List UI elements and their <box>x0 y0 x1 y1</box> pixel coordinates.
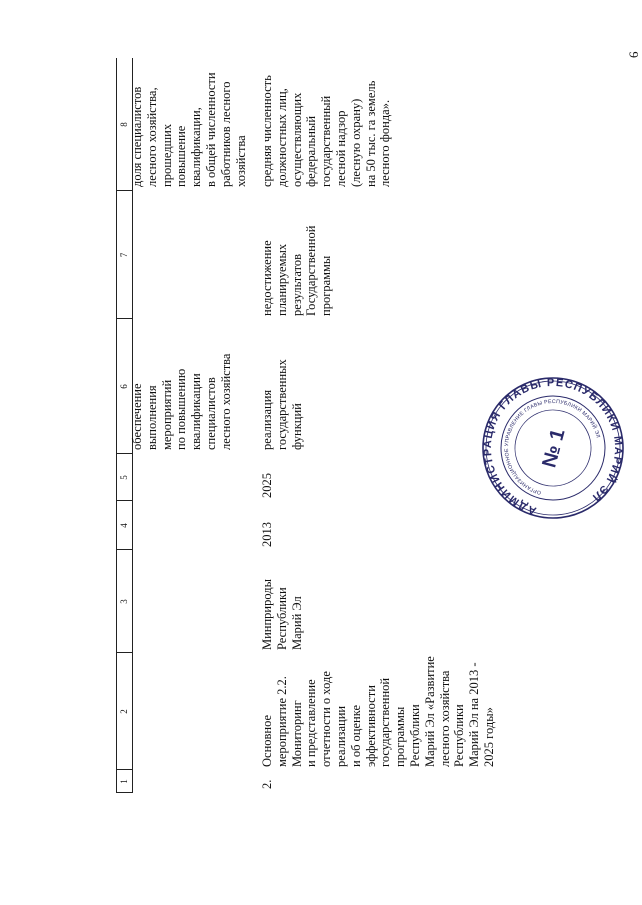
seal-ring-text: АДМИНИСТРАЦИЯ ГЛАВЫ РЕСПУБЛИКИ МАРИЙ ЭЛ <box>481 376 625 517</box>
row1-measures-cell: обеспечение выполнения мероприятий по повышению квалификации специалистов лесного хозяйства <box>130 353 233 450</box>
row2-indicator-cell: средняя численность должностных лиц, осуществляющих федеральный государственный лесной надзор (лесную охрану) на 50 тыс. га земель лесного фонда». <box>260 75 393 187</box>
seal-number: № 1 <box>538 426 570 470</box>
row2-end-year-cell: 2025 <box>260 473 274 498</box>
row2-executor-cell: Минприроды Республики Марий Эл <box>260 578 304 650</box>
official-seal-stamp <box>480 375 626 521</box>
column-number: 5 <box>119 475 129 480</box>
column-number: 3 <box>119 599 129 604</box>
column-number: 4 <box>119 523 129 528</box>
row2-consequence-cell: недостижение планируемых результатов Государственной программы <box>260 225 334 316</box>
column-number: 7 <box>119 252 129 258</box>
column-number: 2 <box>119 709 129 714</box>
row2-result-cell: реализация государственных функций <box>260 359 304 450</box>
row1-indicator-cell: доля специалистов лесного хозяйства, прошедших повышение квалификации, в общей численности работников лесного хозяйства <box>130 72 248 187</box>
column-number: 6 <box>119 384 129 389</box>
page-number: 6 <box>626 51 641 58</box>
column-number: 1 <box>119 779 129 784</box>
row2-number-cell: 2. <box>260 779 274 789</box>
row2-start-year-cell: 2013 <box>260 522 274 547</box>
row2-activity-cell: Основное мероприятие 2.2. Мониторинг и представление отчетности о ходе реализации и об оценке эффективности государственной программы Республики Марий Эл «Развитие лесного хозяйства Республики Марий Эл на 2013 - 2025 годы» <box>260 656 496 767</box>
column-number: 8 <box>119 122 129 127</box>
seal-inner-text: ОРГАНИЗАЦИОННОЕ УПРАВЛЕНИЕ ГЛАВЫ РЕСПУБЛИКИ МАРИЙ ЭЛ <box>503 398 601 496</box>
